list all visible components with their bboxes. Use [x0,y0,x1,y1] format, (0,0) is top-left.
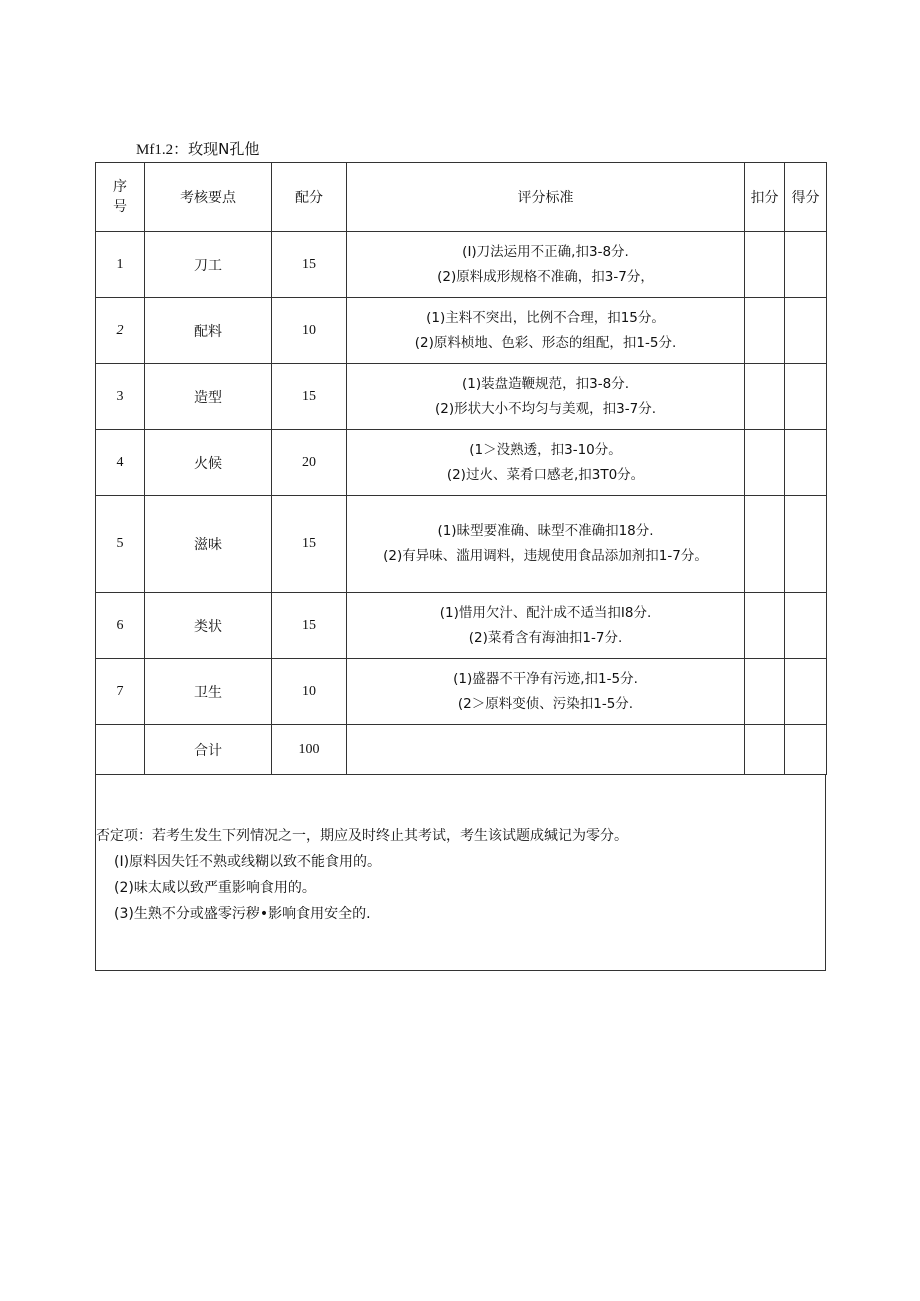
table-row [96,298,827,364]
header-seq-line2: 号 [113,199,127,215]
criteria-line: (2)菜肴含有海油扣1-7分. [468,629,623,646]
criteria-line: (I)刀法运用不正确,扣3-8分. [462,243,629,260]
row-point: 滋味 [145,496,272,593]
header-score: 配分 [272,163,347,232]
caption-prefix: Mf1.2 [136,142,174,158]
table-caption [136,140,259,159]
total-criteria-cell [347,725,745,775]
row-criteria [347,659,745,725]
row-criteria [347,232,745,298]
header-row [96,163,827,232]
table-row [96,593,827,659]
row-score: 15 [272,364,347,430]
row-got-cell [785,364,827,430]
row-deduct-cell [745,659,785,725]
row-score: 15 [272,496,347,593]
row-point: 火候 [145,430,272,496]
veto-notes-main: 否定项：若考生发生下列情况之一，期应及时终止其考试，考生该试题成缄记为零分。 [96,828,628,844]
header-seq [96,163,145,232]
total-deduct-cell [745,725,785,775]
row-got-cell [785,593,827,659]
criteria-line: (2)原料桢地、色彩、形态的组配，扣1-5分. [414,334,677,351]
criteria-line: (1＞没熟透，扣3-10分。 [469,441,622,458]
row-criteria [347,496,745,593]
row-seq: 1 [96,232,145,298]
row-got-cell [785,298,827,364]
row-point: 刀工 [145,232,272,298]
total-label: 合计 [145,725,272,775]
row-score: 10 [272,659,347,725]
veto-note-item: (2)味太咸以致严重影响食用的。 [114,880,316,896]
table-row [96,430,827,496]
criteria-line: (1)惜用欠汁、配汁成不适当扣I8分. [439,604,652,621]
criteria-line: (1)盛器不干净有污迹,扣1-5分. [453,670,638,687]
row-seq: 5 [96,496,145,593]
row-deduct-cell [745,364,785,430]
row-got-cell [785,232,827,298]
row-got-cell [785,430,827,496]
header-seq-line1: 序 [113,179,127,195]
row-deduct-cell [745,298,785,364]
header-got: 得分 [785,163,827,232]
row-point: 类状 [145,593,272,659]
criteria-line: (1)昧型要准确、昧型不准确扣18分. [437,523,654,539]
table-row [96,496,827,593]
row-point: 造型 [145,364,272,430]
row-score: 15 [272,232,347,298]
row-score: 10 [272,298,347,364]
row-got-cell [785,496,827,593]
table-row [96,364,827,430]
row-score: 20 [272,430,347,496]
row-deduct-cell [745,496,785,593]
row-point: 卫生 [145,659,272,725]
total-row [96,725,827,775]
total-seq-cell [96,725,145,775]
veto-notes [96,823,628,927]
row-criteria [347,364,745,430]
criteria-line: (2)原料成形规格不准确，扣3-7分， [437,268,654,285]
criteria-line: (2＞原料变侦、污染扣1-5分. [457,695,634,712]
total-score: 100 [272,725,347,775]
row-criteria [347,430,745,496]
criteria-line: (2)形状大小不均匀与美观，扣3-7分. [435,400,656,417]
criteria-line: (2)有异味、滥用调料，违规使用食品添加剂扣1-7分。 [383,548,708,564]
header-point: 考核要点 [145,163,272,232]
caption-rest: ：玫现N孔他 [173,140,260,158]
veto-note-item: (3)生熟不分或盛零污秽•影响食用安全的. [114,906,371,922]
veto-notes-box [95,775,826,971]
table-row [96,659,827,725]
header-criteria: 评分标准 [347,163,745,232]
criteria-line: (2)过火、菜肴口感老,扣3T0分。 [446,466,645,483]
row-seq: 2 [96,298,145,364]
row-criteria [347,298,745,364]
row-deduct-cell [745,232,785,298]
criteria-line: (1)装盘造鞭规范，扣3-8分. [462,375,629,392]
scoring-table [95,162,827,775]
total-got-cell [785,725,827,775]
row-score: 15 [272,593,347,659]
row-seq: 4 [96,430,145,496]
row-deduct-cell [745,430,785,496]
row-point: 配料 [145,298,272,364]
veto-note-item: (I)原料因失饪不熟或线糊以致不能食用的。 [114,854,382,870]
row-criteria [347,593,745,659]
row-seq: 3 [96,364,145,430]
row-deduct-cell [745,593,785,659]
table-row [96,232,827,298]
row-got-cell [785,659,827,725]
row-seq: 7 [96,659,145,725]
header-deduct: 扣分 [745,163,785,232]
row-seq: 6 [96,593,145,659]
criteria-line: (1)主料不突出，比例不合理，扣15分。 [426,309,665,326]
